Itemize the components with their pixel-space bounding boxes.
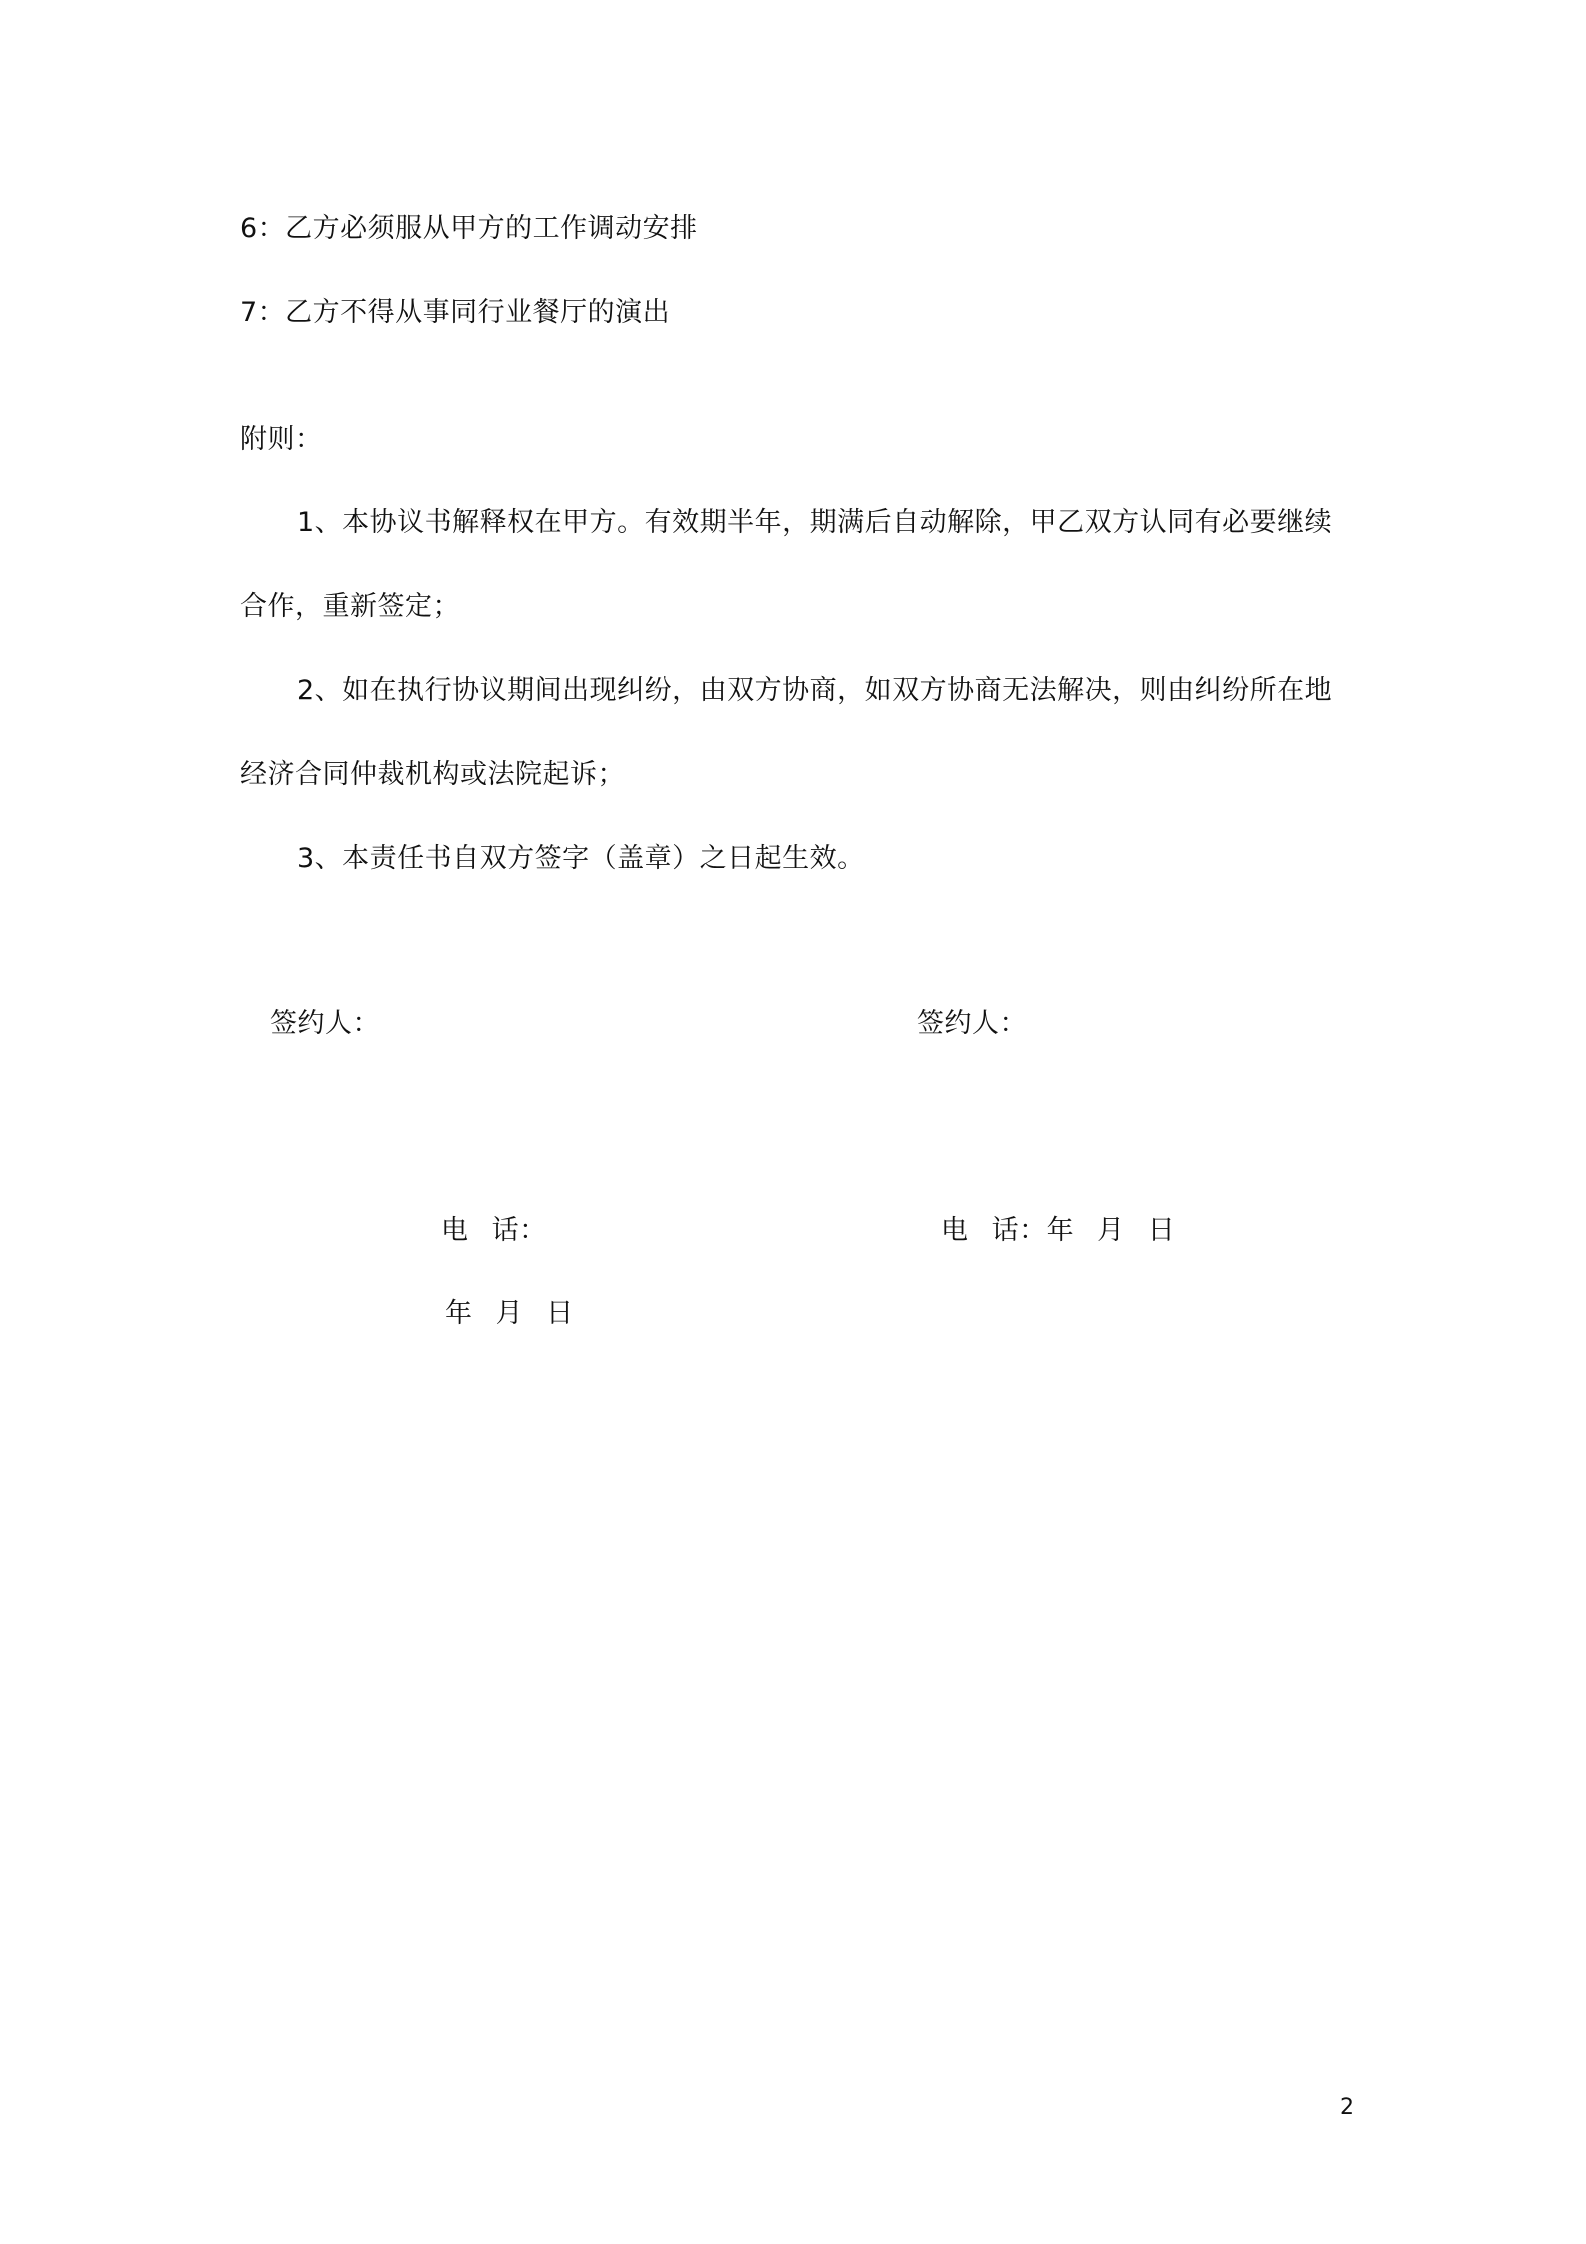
right-phone-date-label: 电 话：年 月 日 [941, 1215, 1176, 1246]
clause-1-line-2: 合作，重新签定； [240, 591, 460, 622]
left-date-label: 年 月 日 [445, 1298, 574, 1329]
page-number: 2 [1340, 2095, 1354, 2120]
clause-1-line-1: 1、本协议书解释权在甲方。有效期半年，期满后自动解除，甲乙双方认同有必要继续 [297, 507, 1333, 538]
left-phone-label: 电 话： [441, 1215, 547, 1246]
clause-2-line-1: 2、如在执行协议期间出现纠纷，由双方协商，如双方协商无法解决，则由纠纷所在地 [297, 675, 1333, 706]
term-item-6: 6：乙方必须服从甲方的工作调动安排 [240, 213, 698, 244]
term-item-7: 7：乙方不得从事同行业餐厅的演出 [240, 297, 671, 328]
supplementary-heading: 附则： [240, 424, 323, 455]
clause-2-line-2: 经济合同仲裁机构或法院起诉； [240, 759, 625, 790]
clause-3: 3、本责任书自双方签字（盖章）之日起生效。 [297, 843, 865, 874]
left-signer-label: 签约人： [270, 1008, 380, 1039]
right-signer-label: 签约人： [917, 1008, 1027, 1039]
